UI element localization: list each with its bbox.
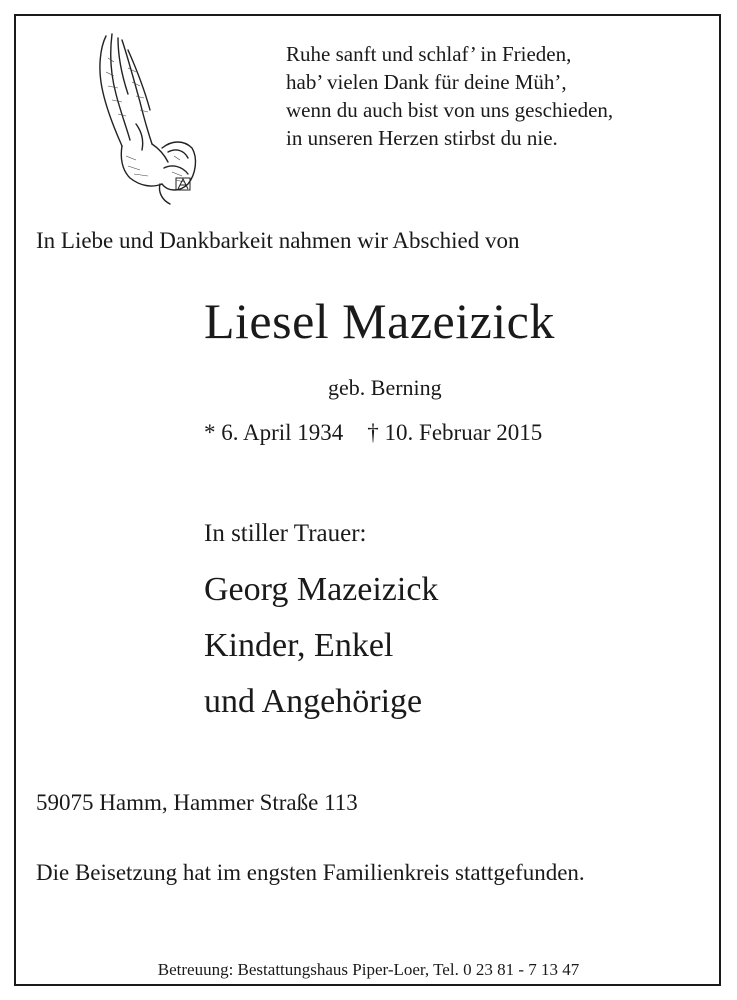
mourner-name: Georg Mazeizick: [204, 571, 439, 608]
life-dates: [204, 420, 542, 446]
death-date: † 10. Februar 2015: [367, 420, 543, 445]
birth-date: * 6. April 1934: [204, 420, 344, 445]
poem-line: Ruhe sanft und schlaf’ in Frieden,: [286, 42, 572, 66]
mourners-list: [204, 562, 438, 730]
address: 59075 Hamm, Hammer Straße 113: [36, 790, 358, 815]
maiden-name: geb. Berning: [328, 375, 442, 400]
poem-line: hab’ vielen Dank für deine Müh’,: [286, 70, 567, 94]
mourner-name: und Angehörige: [204, 683, 423, 720]
poem: [286, 40, 613, 152]
mourner-name: Kinder, Enkel: [204, 627, 394, 664]
poem-line: in unseren Herzen stirbst du nie.: [286, 126, 558, 150]
praying-hands-icon: [92, 28, 202, 208]
deceased-name: Liesel Mazeizick: [204, 293, 555, 349]
footer-credit: Betreuung: Bestattungshaus Piper-Loer, Tel. 0 23 81 - 7 13 47: [157, 960, 580, 979]
mourners-label: In stiller Trauer:: [204, 520, 367, 547]
funeral-note: Die Beisetzung hat im engsten Familienkreis stattgefunden.: [36, 860, 585, 885]
poem-line: wenn du auch bist von uns geschieden,: [286, 98, 614, 122]
intro-text: In Liebe und Dankbarkeit nahmen wir Abschied von: [36, 228, 520, 253]
